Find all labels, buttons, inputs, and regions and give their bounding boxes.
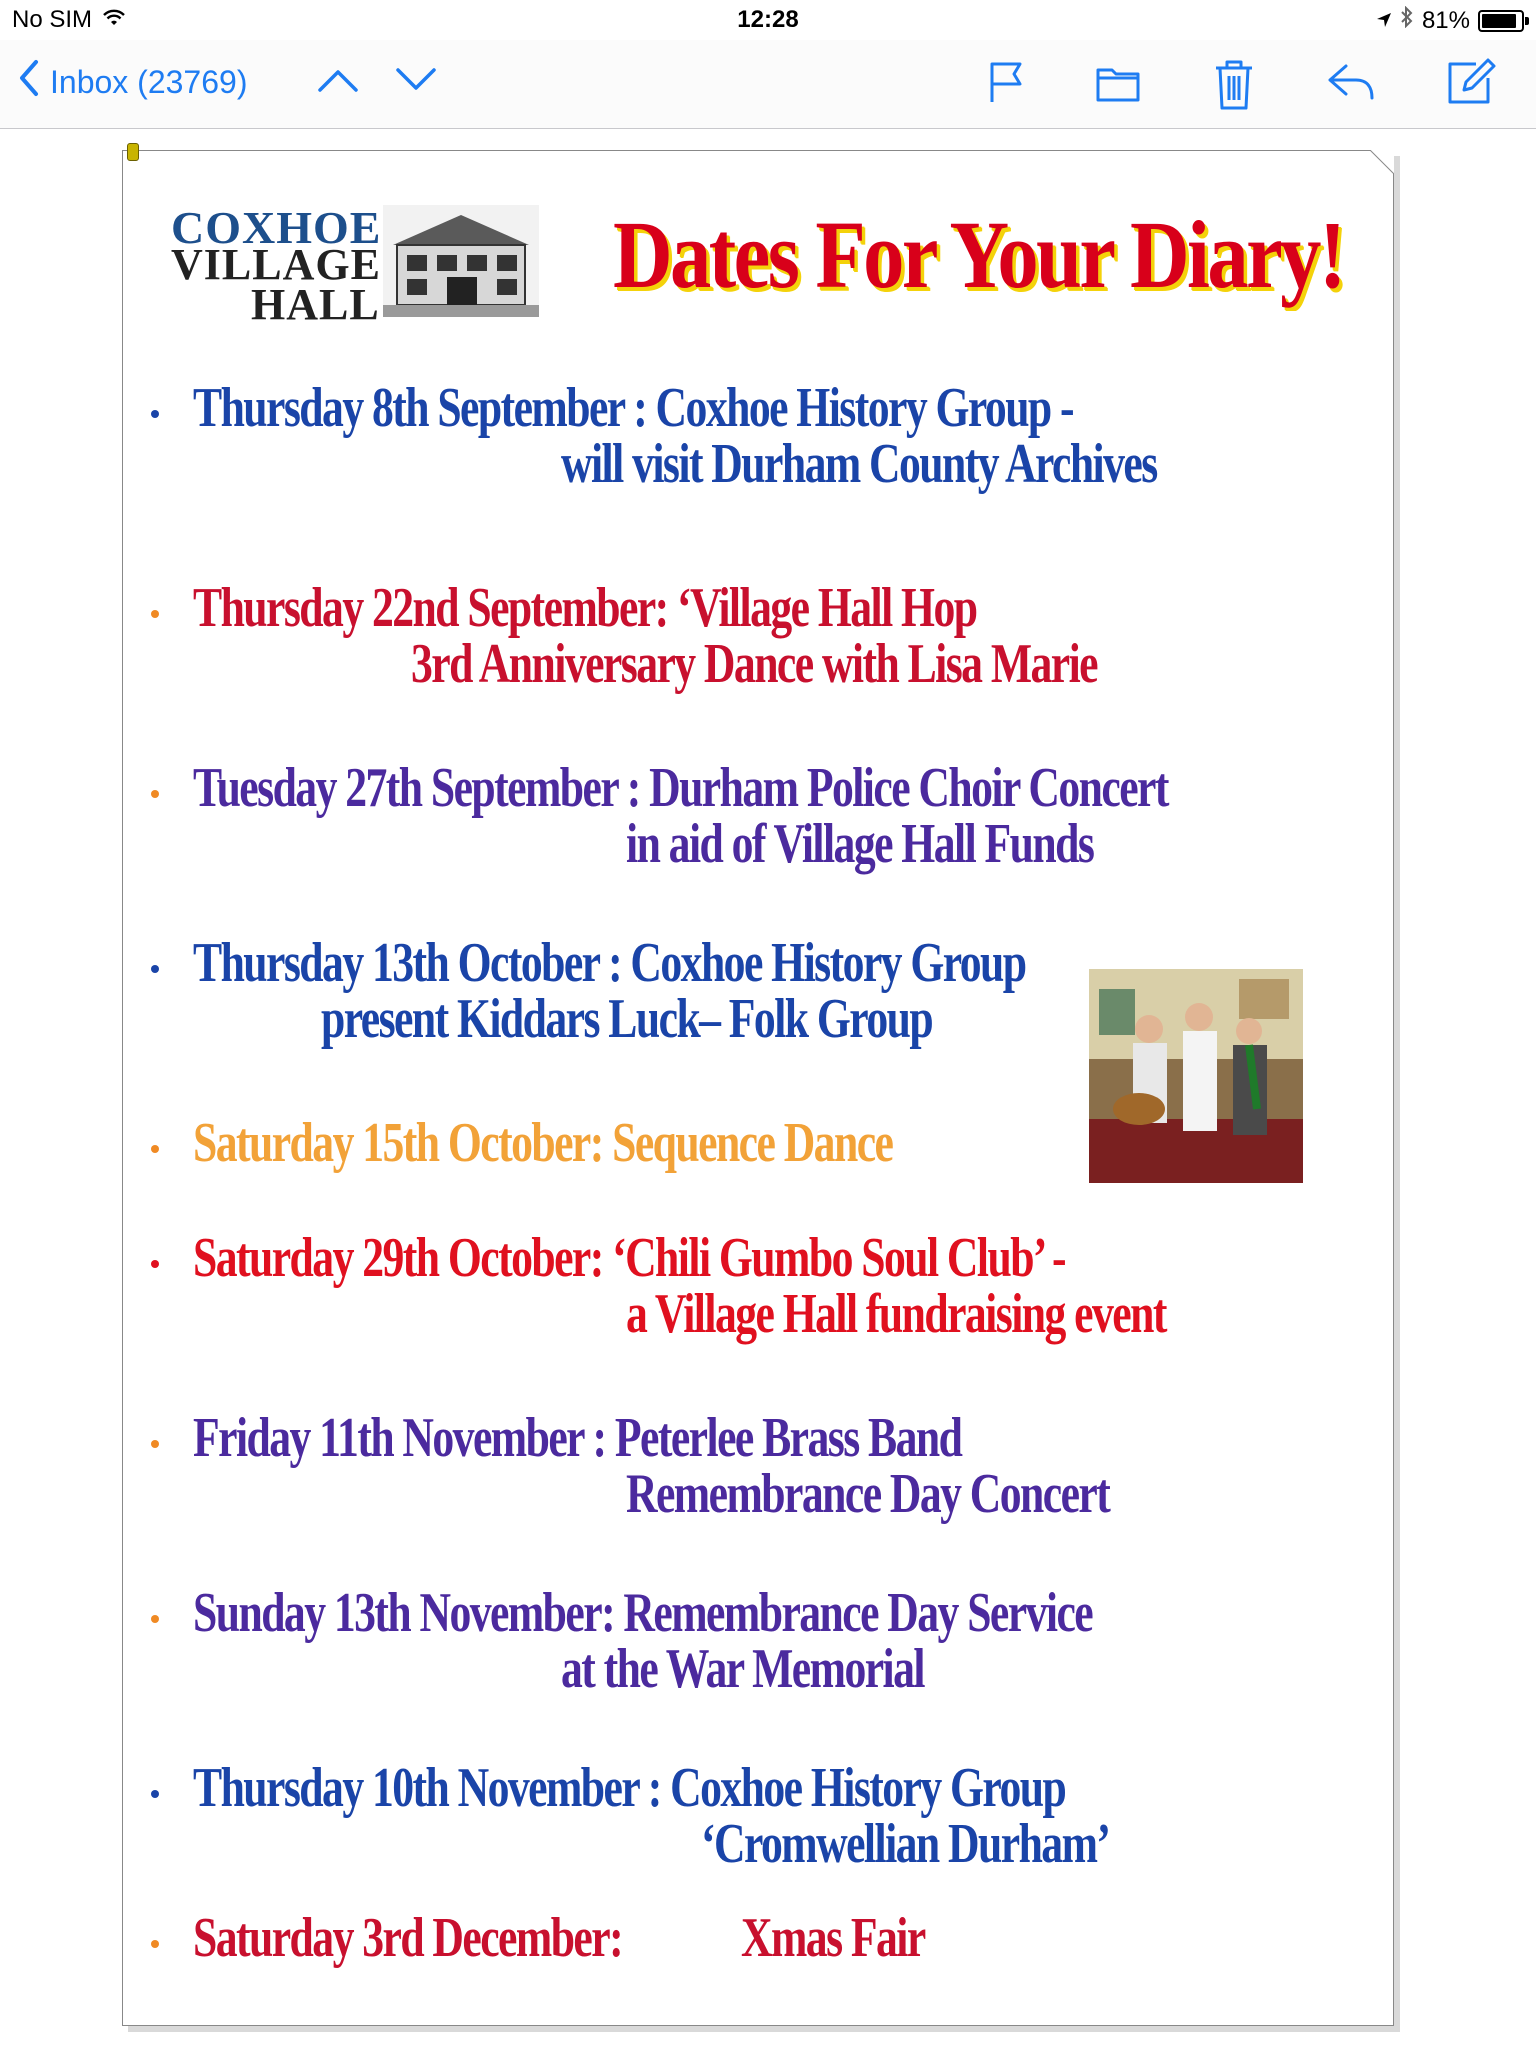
event-detail-line: 3rd Anniversary Dance with Lisa Marie	[411, 633, 1097, 695]
compose-icon[interactable]	[1446, 56, 1498, 113]
event-detail-line: Remembrance Day Concert	[626, 1463, 1110, 1525]
inbox-label: Inbox (23769)	[50, 63, 248, 100]
bullet-icon	[151, 410, 159, 418]
logo-line-2: VILLAGE	[171, 240, 381, 289]
event-date-line: Friday 11th November : Peterlee Brass Band	[193, 1407, 962, 1469]
flag-icon[interactable]	[986, 56, 1026, 113]
clock: 12:28	[737, 6, 799, 33]
event-date-line: Thursday 13th October : Coxhoe History Group	[193, 932, 1026, 994]
battery-icon	[1478, 10, 1524, 32]
bullet-icon	[151, 1440, 159, 1448]
previous-message-button[interactable]	[316, 66, 360, 99]
event-date-line: Sunday 13th November: Remembrance Day Service	[193, 1582, 1093, 1644]
chevron-left-icon	[18, 58, 40, 106]
event-date-line: Tuesday 27th September : Durham Police Choir Concert	[193, 757, 1168, 819]
bullet-icon	[151, 1145, 159, 1153]
event-date-line: Thursday 22nd September: ‘Village Hall Hop	[193, 577, 977, 639]
event-detail-line: will visit Durham County Archives	[561, 433, 1157, 495]
bullet-icon	[151, 1940, 159, 1948]
carrier-label: No SIM	[12, 6, 93, 33]
event-date-line: Saturday 29th October: ‘Chili Gumbo Soul Club’ -	[193, 1227, 1066, 1289]
event-date-line: Saturday 3rd December:	[193, 1907, 623, 1969]
back-to-inbox-button[interactable]	[18, 58, 247, 106]
logo-line-3: HALL	[251, 280, 380, 329]
page-fold-icon	[1370, 150, 1394, 174]
battery-percent: 81%	[1421, 6, 1470, 34]
bullet-icon	[151, 610, 159, 618]
event-detail-line: a Village Hall fundraising event	[626, 1283, 1166, 1345]
bullet-icon	[151, 1615, 159, 1623]
next-message-button[interactable]	[394, 66, 438, 99]
status-bar	[0, 0, 1536, 40]
event-detail-line: at the War Memorial	[561, 1638, 924, 1700]
pin-icon	[127, 143, 139, 161]
location-arrow-icon	[1376, 7, 1392, 35]
bullet-icon	[151, 1260, 159, 1268]
bullet-icon	[151, 790, 159, 798]
trash-icon[interactable]	[1212, 56, 1256, 117]
reply-icon[interactable]	[1324, 56, 1378, 113]
event-detail-line: in aid of Village Hall Funds	[626, 813, 1094, 875]
bullet-icon	[151, 965, 159, 973]
bluetooth-icon	[1400, 6, 1414, 35]
poster-title: Dates For Your Diary!	[613, 201, 1344, 308]
folder-icon[interactable]	[1094, 56, 1142, 113]
status-right	[1376, 6, 1524, 35]
village-hall-logo	[171, 201, 541, 329]
event-date-line: Thursday 8th September : Coxhoe History Group -	[193, 377, 1074, 439]
event-date-line: Thursday 10th November : Coxhoe History Group	[193, 1757, 1066, 1819]
event-detail-line: ‘Cromwellian Durham’	[701, 1813, 1110, 1875]
poster-document	[122, 150, 1394, 2026]
event-detail-line: present Kiddars Luck– Folk Group	[321, 988, 933, 1050]
event-date-line: Saturday 15th October: Sequence Dance	[193, 1112, 893, 1174]
mail-toolbar	[0, 40, 1536, 129]
folk-group-photo	[1089, 969, 1303, 1183]
bullet-icon	[151, 1790, 159, 1798]
event-detail-line: Xmas Fair	[741, 1907, 925, 1969]
village-hall-building-image	[383, 205, 539, 317]
logo-line-1: COXHOE	[171, 202, 382, 253]
